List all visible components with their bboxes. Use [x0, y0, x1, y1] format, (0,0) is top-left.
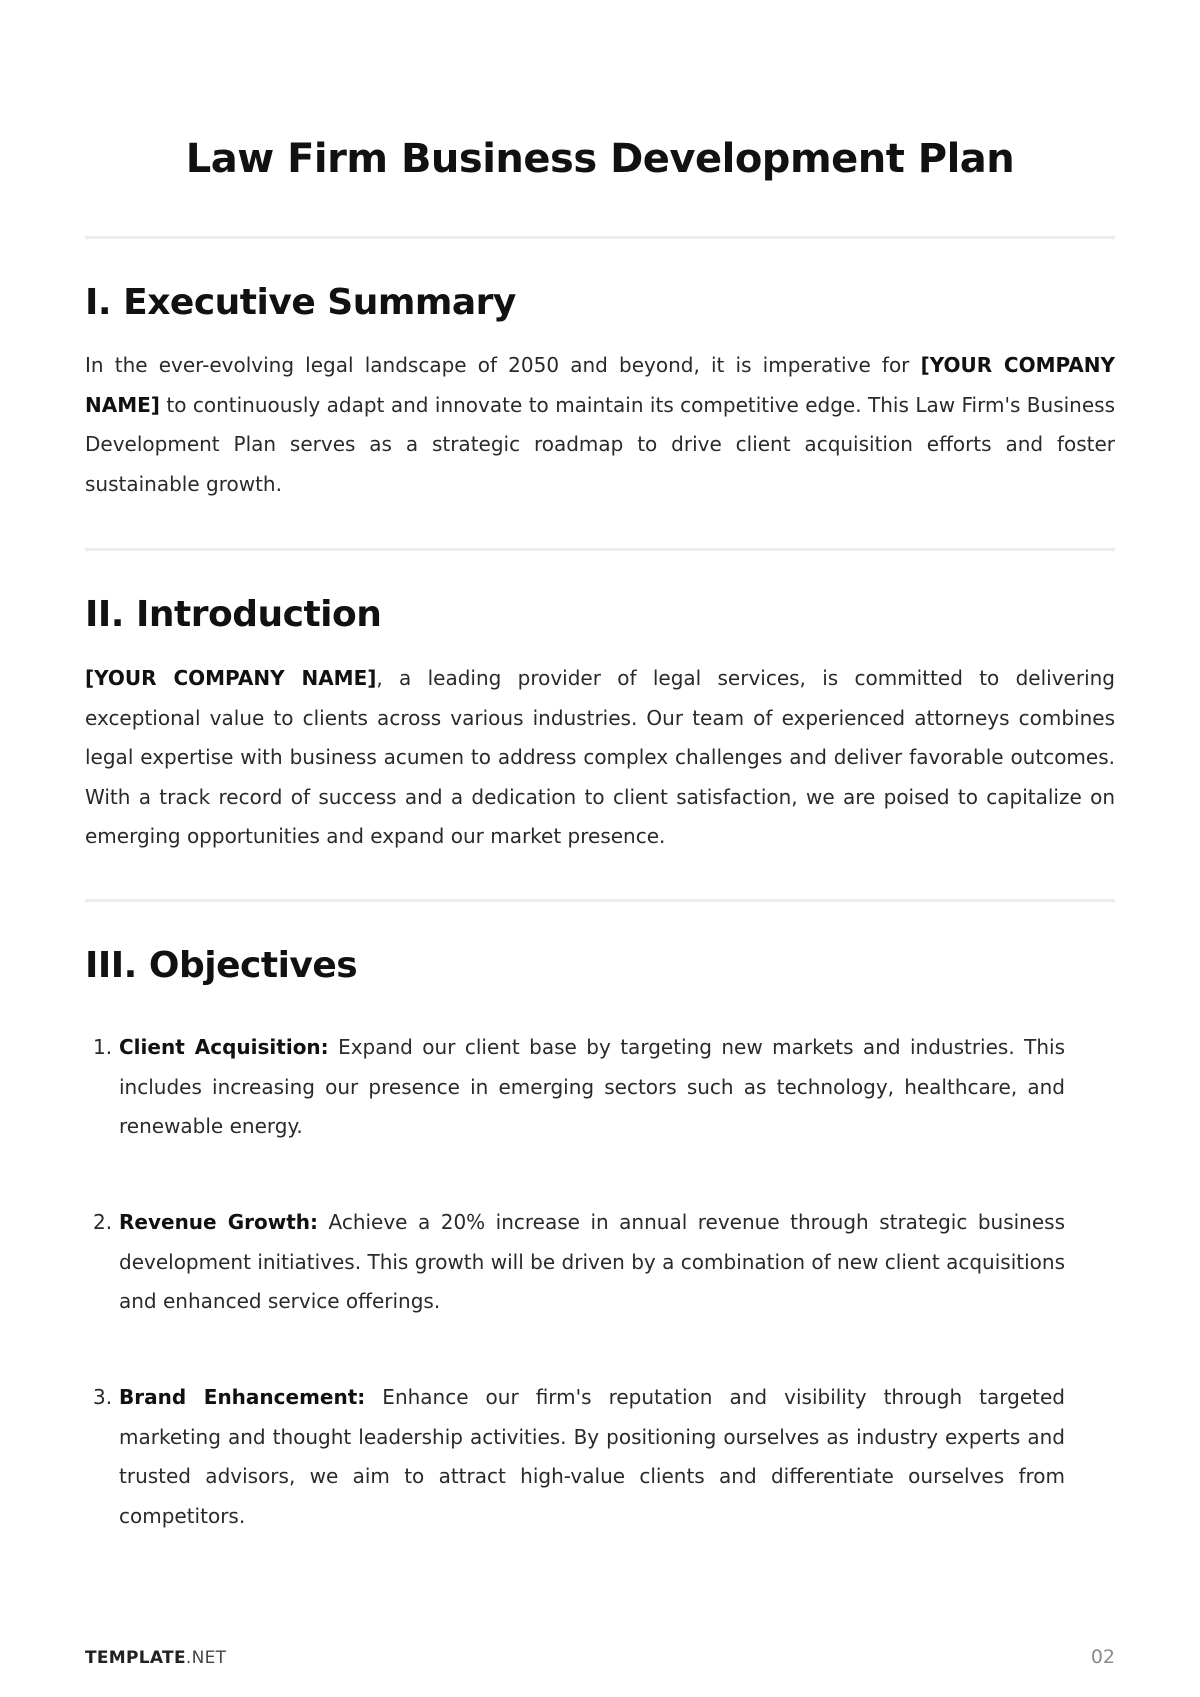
executive-summary-paragraph: [85, 346, 1115, 504]
objective-term: Brand Enhancement:: [119, 1385, 366, 1409]
objective-description: Enhance our firm's reputation and visibility through targeted marketing and thought leadership activities. By positioning ourselves as industry experts and trusted advisors, we aim to attract high-value clients and differentiate ourselves from competitors.: [119, 1385, 1065, 1528]
objective-text: [119, 1203, 1065, 1322]
objective-text: [119, 1378, 1065, 1536]
introduction-text: , a leading provider of legal services, is committed to delivering exceptional value to clients across various industries. Our team of experienced attorneys combines legal expertise with business acumen to address complex challenges and deliver favorable outcomes. With a track record of success and a dedication to client satisfaction, we are poised to capitalize on emerging opportunities and expand our market presence.: [85, 666, 1115, 848]
company-name-placeholder: [YOUR COMPANY NAME]: [85, 353, 1116, 417]
brand-name-strong: TEMPLATE: [85, 1648, 186, 1668]
company-name-placeholder: [YOUR COMPANY NAME]: [85, 666, 377, 690]
footer-brand-logo: [85, 1648, 226, 1668]
objective-number: 1.: [93, 1035, 113, 1059]
section-heading-executive-summary: I. Executive Summary: [85, 282, 516, 323]
objective-description: Achieve a 20% increase in annual revenue through strategic business development initiatives. This growth will be driven by a combination of new client acquisitions and enhanced service offerings.: [119, 1210, 1065, 1313]
brand-name-suffix: .NET: [185, 1648, 227, 1668]
objective-term: Client Acquisition:: [119, 1035, 329, 1059]
section-heading-objectives: III. Objectives: [85, 945, 358, 986]
section-divider: [85, 899, 1115, 902]
objective-description: Expand our client base by targeting new markets and industries. This includes increasing our presence in emerging sectors such as technology, healthcare, and renewable energy.: [119, 1035, 1065, 1138]
objective-text: [119, 1028, 1065, 1147]
title-divider: [85, 236, 1115, 239]
section-heading-introduction: II. Introduction: [85, 594, 382, 635]
objective-number: 3.: [93, 1385, 113, 1409]
document-title: Law Firm Business Development Plan: [185, 136, 1015, 182]
objective-term: Revenue Growth:: [119, 1210, 318, 1234]
page-number: 02: [1090, 1646, 1115, 1668]
objective-number: 2.: [93, 1210, 113, 1234]
section-divider: [85, 548, 1115, 551]
introduction-paragraph: [85, 659, 1115, 857]
executive-summary-text-start: In the ever-evolving legal landscape of 2050 and beyond, it is imperative for: [85, 353, 921, 377]
executive-summary-text-end: to continuously adapt and innovate to maintain its competitive edge. This Law Firm's Business Development Plan serves as a strategic roadmap to drive client acquisition efforts and foster sustainable growth.: [85, 392, 1115, 496]
